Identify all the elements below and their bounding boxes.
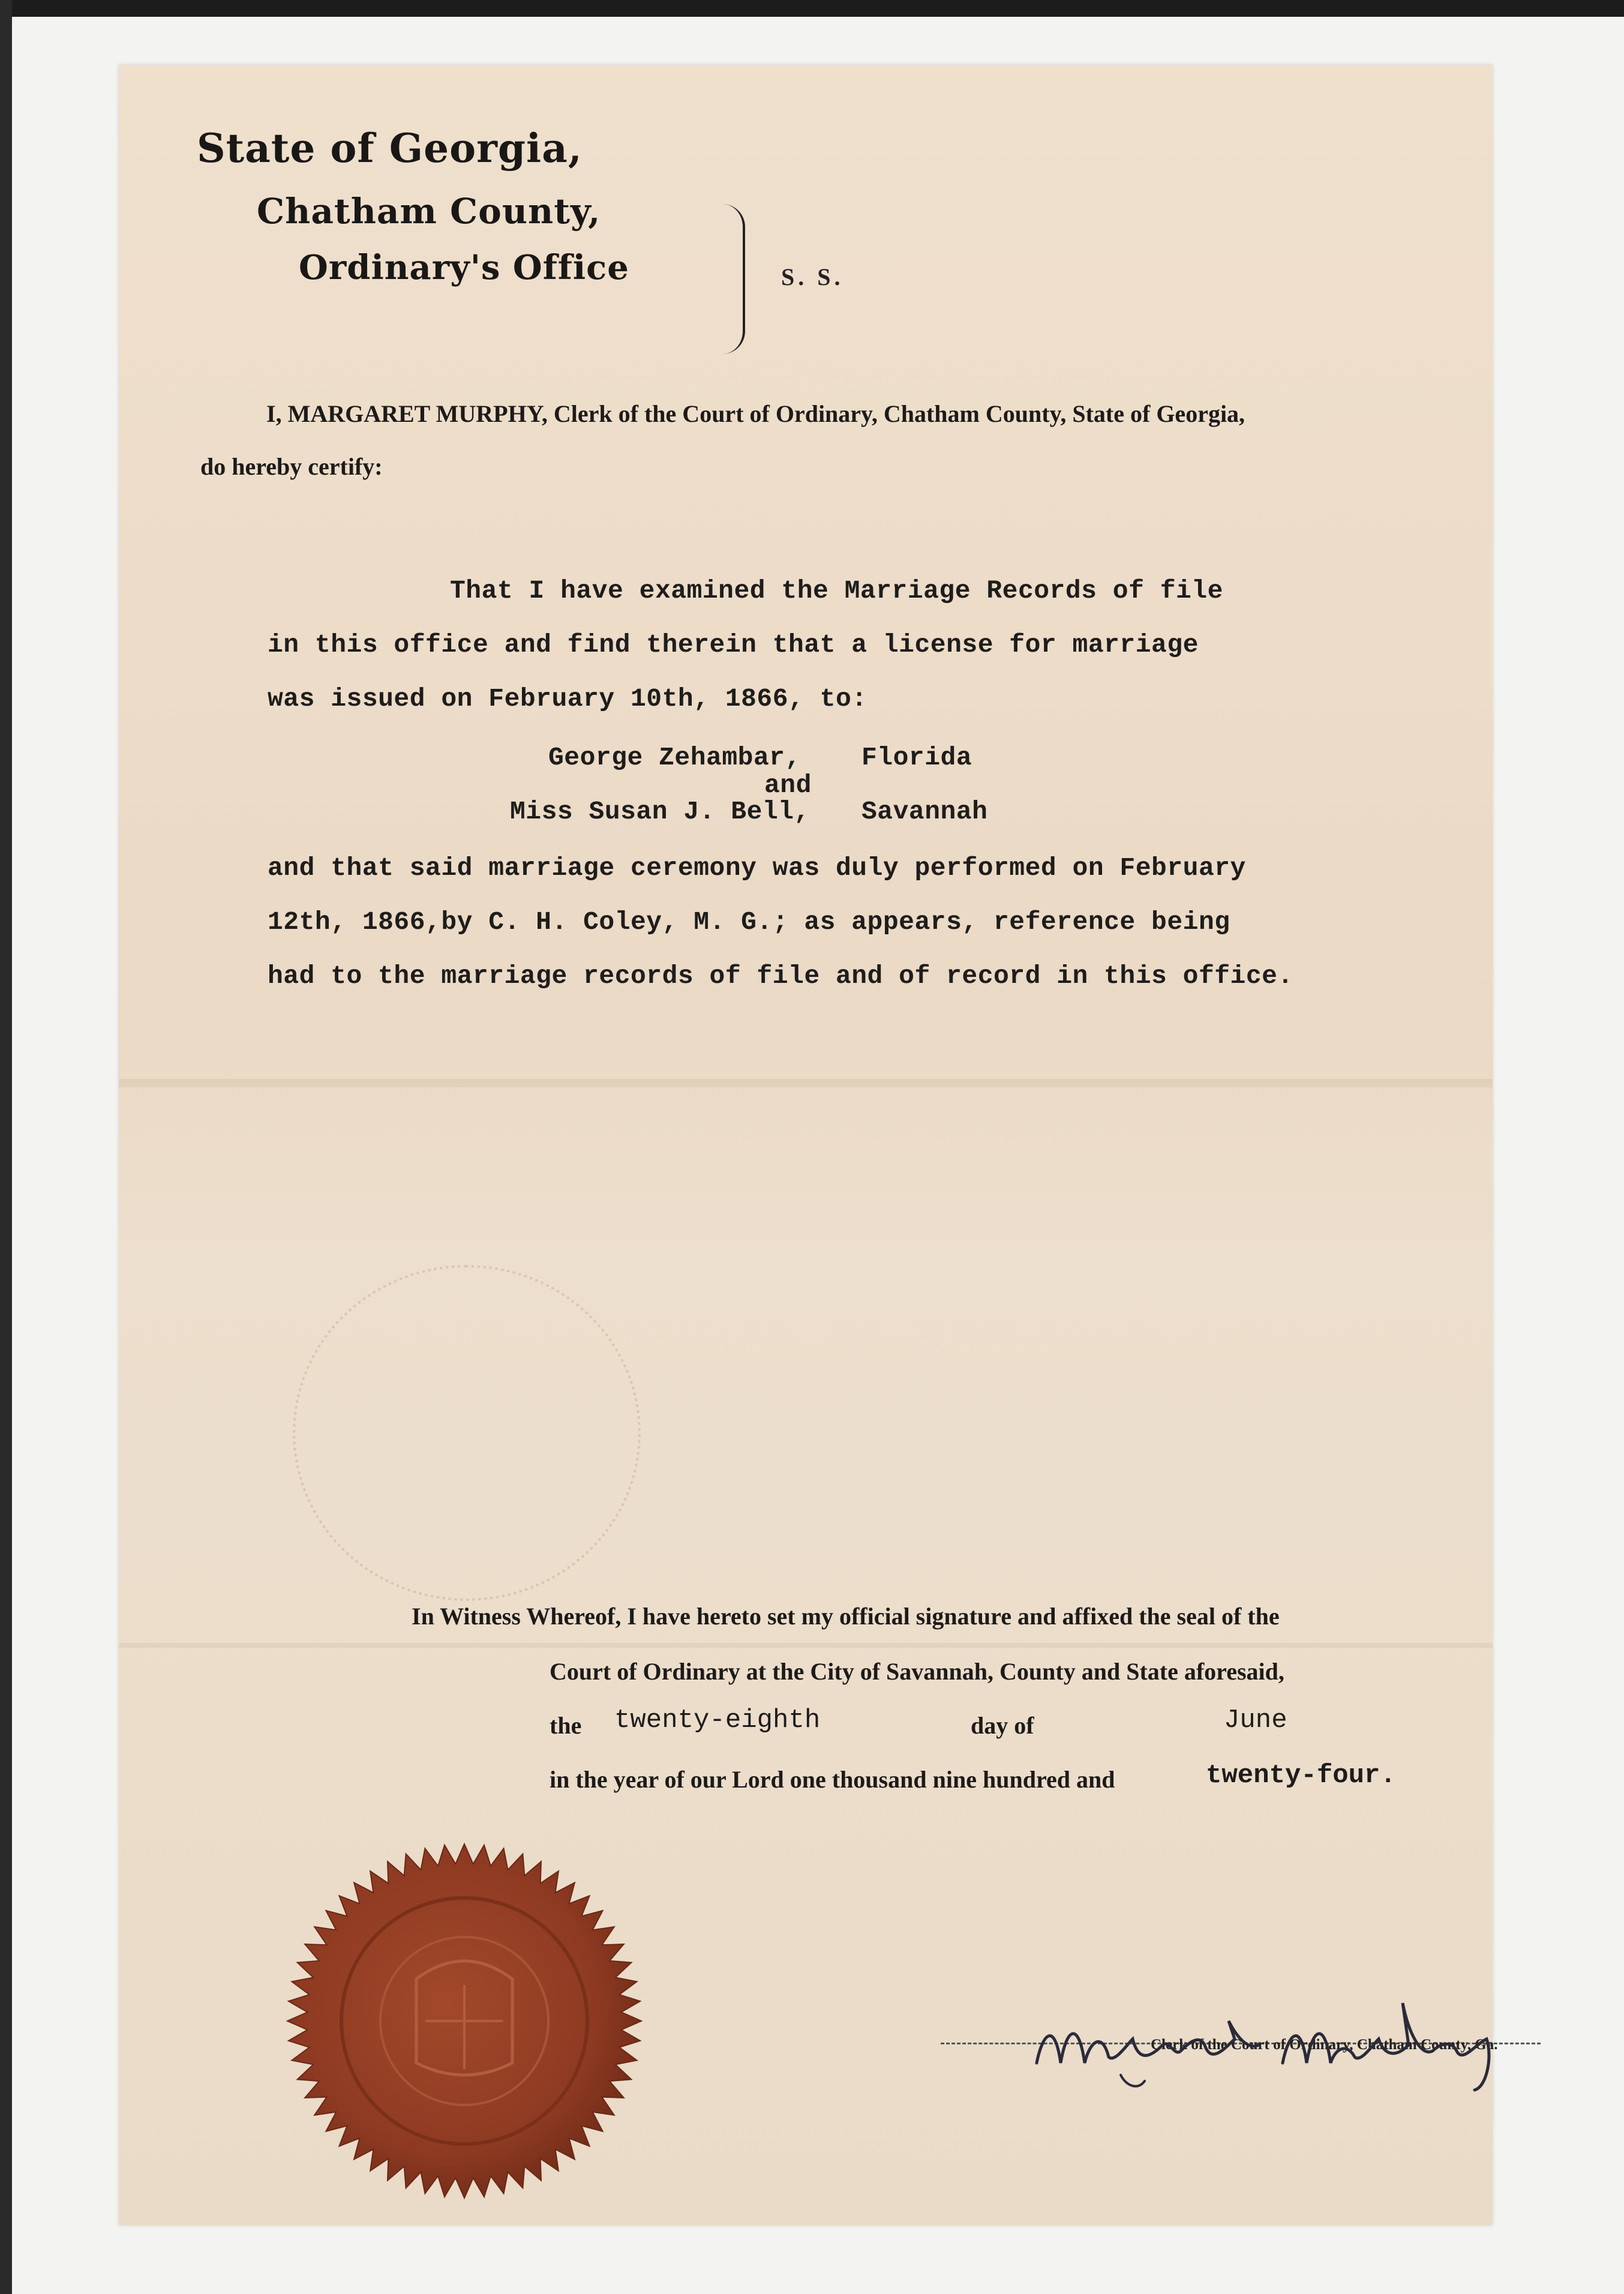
header-brace <box>722 204 745 354</box>
scan-edge-top <box>0 0 1624 17</box>
intro-line-2: do hereby certify: <box>200 453 383 480</box>
signature-caption: Clerk of the Court of Ordinary, Chatham County, Ga. <box>1151 2037 1498 2053</box>
header-office: Ordinary's Office <box>299 248 629 287</box>
record-line-3: was issued on February 10th, 1866, to: <box>268 684 867 713</box>
paper-fold <box>119 1643 1493 1648</box>
witness-year-value: twenty-four. <box>1206 1761 1396 1791</box>
witness-the: the <box>550 1712 582 1739</box>
witness-day-of: day of <box>971 1712 1034 1739</box>
paper-fold <box>119 1079 1493 1087</box>
groom-name: George Zehambar, <box>548 743 801 772</box>
record-and: and <box>764 770 812 800</box>
witness-day-value: twenty-eighth <box>614 1705 821 1735</box>
header-ss: S. S. <box>781 263 844 290</box>
wax-seal <box>284 1841 644 2201</box>
header-state: State of Georgia, <box>197 125 583 172</box>
bride-name: Miss Susan J. Bell, <box>510 797 810 826</box>
scan-edge-left <box>0 0 12 2294</box>
record-line-6: had to the marriage records of file and of record in this office. <box>268 961 1293 991</box>
record-line-1: That I have examined the Marriage Records of file <box>450 576 1223 605</box>
certificate-paper <box>119 65 1498 2225</box>
witness-line-2: Court of Ordinary at the City of Savannah, County and State aforesaid, <box>550 1658 1284 1685</box>
intro-line-1: I, MARGARET MURPHY, Clerk of the Court of Ordinary, Chatham County, State of Georgia, <box>266 400 1245 427</box>
witness-line-1: In Witness Whereof, I have hereto set my official signature and affixed the seal of the <box>412 1603 1280 1630</box>
record-line-5: 12th, 1866,by C. H. Coley, M. G.; as appears, reference being <box>268 907 1230 937</box>
witness-year-prefix: in the year of our Lord one thousand nine hundred and <box>550 1766 1115 1793</box>
record-line-4: and that said marriage ceremony was duly performed on February <box>268 853 1246 883</box>
groom-place: Florida <box>861 743 972 772</box>
header-county: Chatham County, <box>257 191 601 232</box>
handwritten-signature <box>1019 1973 1559 2093</box>
bride-place: Savannah <box>861 797 988 826</box>
embossed-seal-impression <box>293 1265 641 1601</box>
witness-month-value: June <box>1224 1705 1287 1735</box>
record-line-2: in this office and find therein that a license for marriage <box>268 630 1199 659</box>
